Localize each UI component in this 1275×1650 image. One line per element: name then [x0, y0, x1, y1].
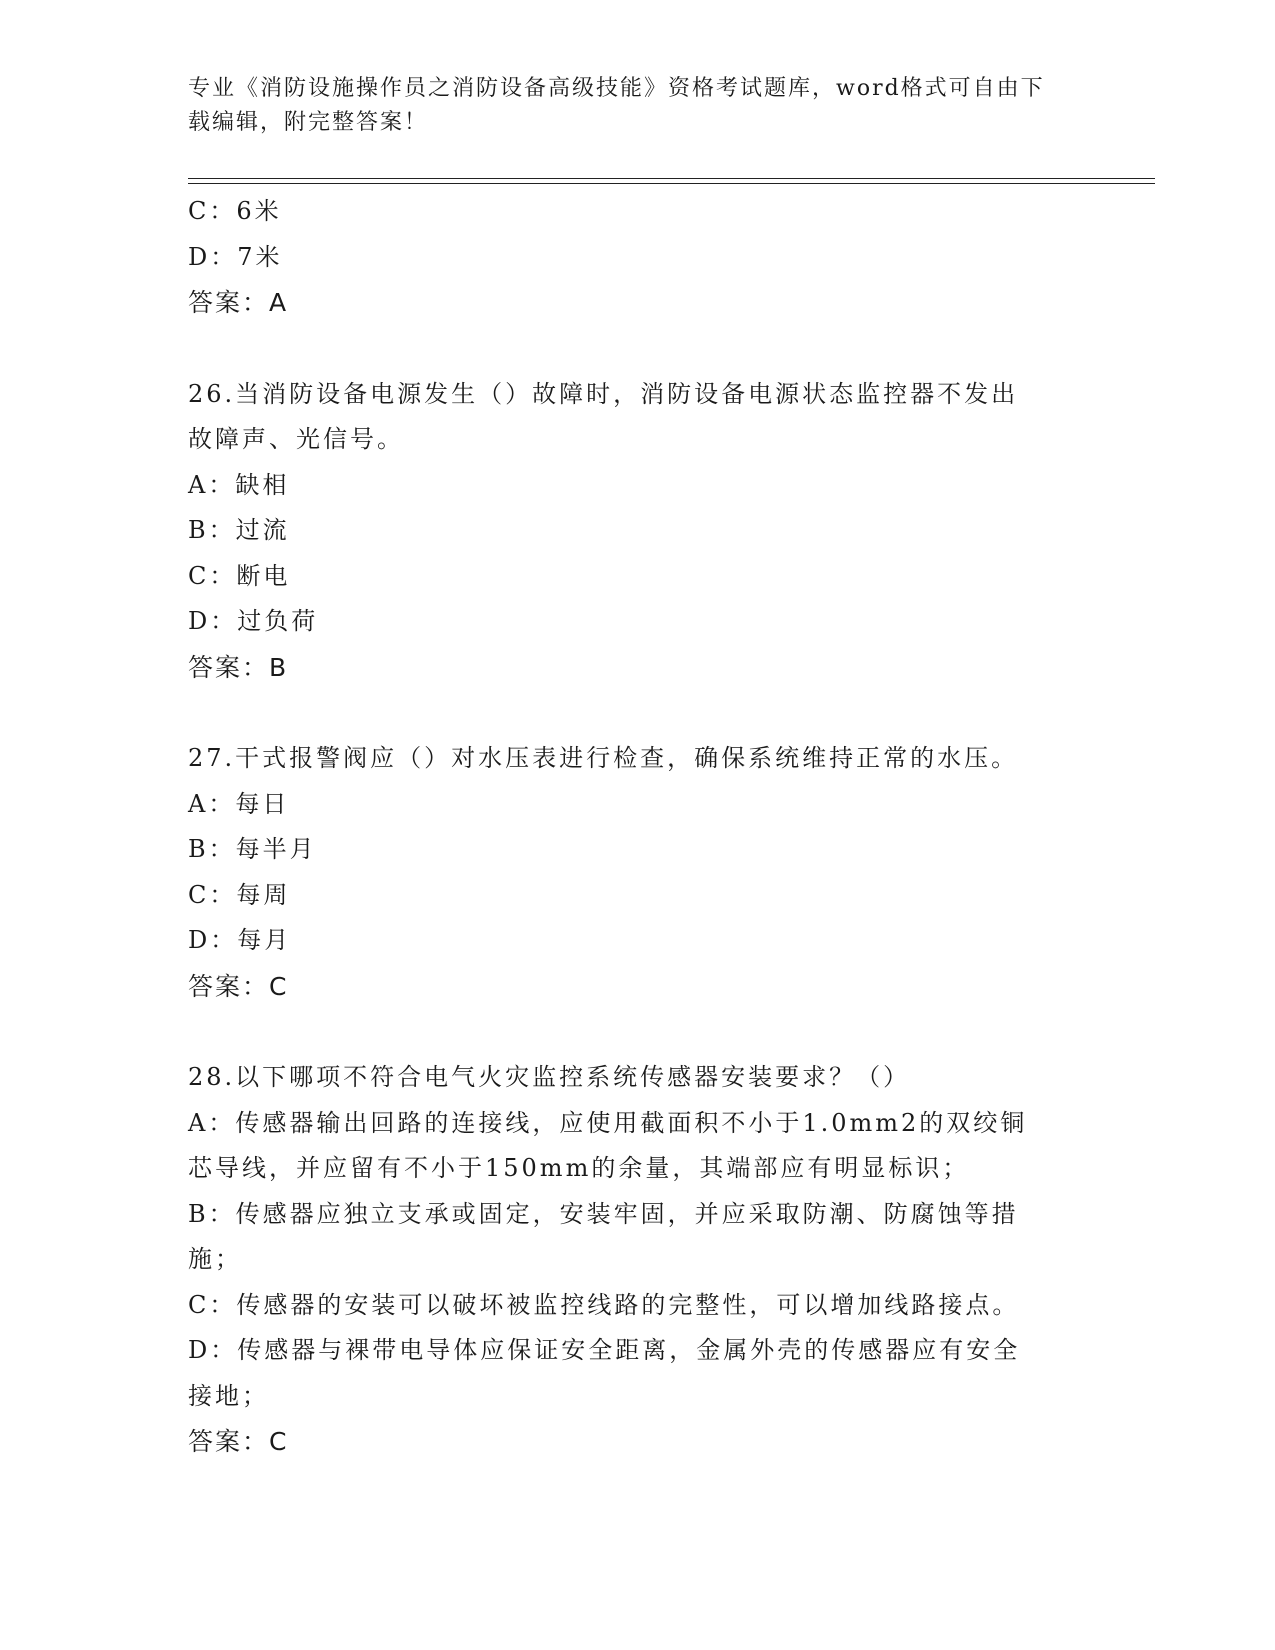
option-c: C：传感器的安装可以破坏被监控线路的完整性，可以增加线路接点。 — [188, 1290, 1020, 1319]
option-d-continued: 接地； — [188, 1381, 269, 1410]
option-c: C：6米 — [188, 197, 282, 225]
option-c: C：断电 — [188, 561, 291, 590]
question-spacer — [188, 326, 1088, 372]
question-stem-continued: 故障声、光信号。 — [188, 425, 404, 453]
question-stem: 28.以下哪项不符合电气火灾监控系统传感器安装要求？（） — [188, 1063, 911, 1091]
option-b: B：传感器应独立支承或固定，安装牢固，并应采取防潮、防腐蚀等措 — [188, 1199, 1019, 1228]
question-spacer — [188, 1009, 1088, 1055]
option-c: C：每周 — [188, 880, 291, 909]
answer-line: 答案：C — [188, 971, 289, 1001]
header-divider-bottom — [188, 183, 1155, 184]
answer-line: 答案：B — [188, 652, 289, 682]
option-a: A：缺相 — [188, 470, 290, 499]
answer-line: 答案：A — [188, 288, 289, 317]
question-26 — [188, 372, 1088, 691]
option-a: A：每日 — [188, 789, 290, 818]
question-spacer — [188, 690, 1088, 736]
option-d: D：传感器与裸带电导体应保证安全距离，金属外壳的传感器应有安全 — [188, 1336, 1021, 1364]
option-b: B：每半月 — [188, 835, 317, 863]
question-stem: 26.当消防设备电源发生（）故障时，消防设备电源状态监控器不发出 — [188, 379, 1019, 408]
question-stem: 27.干式报警阀应（）对水压表进行检查，确保系统维持正常的水压。 — [188, 744, 1019, 772]
document-header — [188, 72, 1088, 140]
option-a-continued: 芯导线，并应留有不小于150mm的余量，其端部应有明显标识； — [188, 1154, 970, 1182]
option-b: B：过流 — [188, 516, 290, 544]
answer-line: 答案：C — [188, 1427, 289, 1456]
option-d: D：每月 — [188, 926, 292, 954]
header-line-2: 载编辑，附完整答案！ — [188, 110, 429, 135]
option-d: D：7米 — [188, 242, 283, 271]
option-d: D：过负荷 — [188, 607, 319, 635]
option-b-continued: 施； — [188, 1245, 242, 1273]
question-28 — [188, 1055, 1088, 1465]
question-27 — [188, 736, 1088, 1009]
question-25-tail — [188, 189, 1088, 326]
header-line-1: 专业《消防设施操作员之消防设备高级技能》资格考试题库，word格式可自由下 — [188, 76, 1045, 101]
question-list — [188, 189, 1088, 1465]
header-divider-top — [188, 178, 1155, 179]
option-a: A：传感器输出回路的连接线，应使用截面积不小于1.0mm2的双绞铜 — [188, 1108, 1028, 1137]
